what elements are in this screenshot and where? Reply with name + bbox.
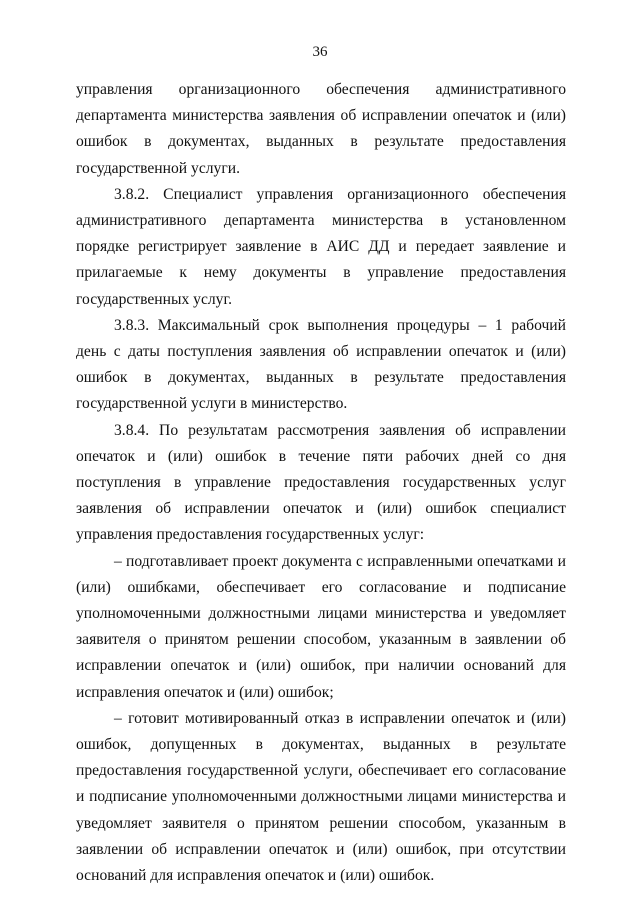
list-item-refusal: – готовит мотивированный отказ в исправлении опечаток и (или) ошибок, допущенных в документах, выданных в результате предоставления государственной услуги, обеспечивает его согласование и подписание уполномоченными должностными лицами министерства и уведомляет заявителя о принятом решении способом, указанным в заявлении об исправлении опечаток и (или) ошибок, при отсутствии оснований для исправления опечаток и (или) ошибок.: [76, 709, 566, 885]
paragraph-3-8-2: 3.8.2. Специалист управления организационного обеспечения административного департамента министерства в установленном порядке регистрирует заявление в АИС ДД и передает заявление и прилагаемые к нему документы в управление предоставления государственных услуг.: [76, 185, 566, 308]
document-body: [76, 77, 566, 889]
list-item-prepare-draft: – подготавливает проект документа с исправленными опечатками и (или) ошибками, обеспечивает его согласование и подписание уполномоченными должностными лицами министерства и уведомляет заявителя о принятом решении способом, указанным в заявлении об исправлении опечаток и (или) ошибок, при наличии оснований для исправления опечаток и (или) ошибок;: [76, 552, 566, 701]
paragraph-3-8-4: 3.8.4. По результатам рассмотрения заявления об исправлении опечаток и (или) ошибок в течение пяти рабочих дней со дня поступления в управление предоставления государственных услуг заявления об исправлении опечаток и (или) ошибок специалист управления предоставления государственных услуг:: [76, 421, 566, 544]
page-number: 36: [312, 44, 328, 60]
paragraph-continuation: управления организационного обеспечения административного департамента министерства заявления об исправлении опечаток и (или) ошибок в документах, выданных в результате предоставления государственной услуги.: [76, 81, 566, 177]
paragraph-3-8-3: 3.8.3. Максимальный срок выполнения процедуры – 1 рабочий день с даты поступления заявления об исправлении опечаток и (или) ошибок в документах, выданных в результате предоставления государственной услуги в министерство.: [76, 316, 566, 413]
